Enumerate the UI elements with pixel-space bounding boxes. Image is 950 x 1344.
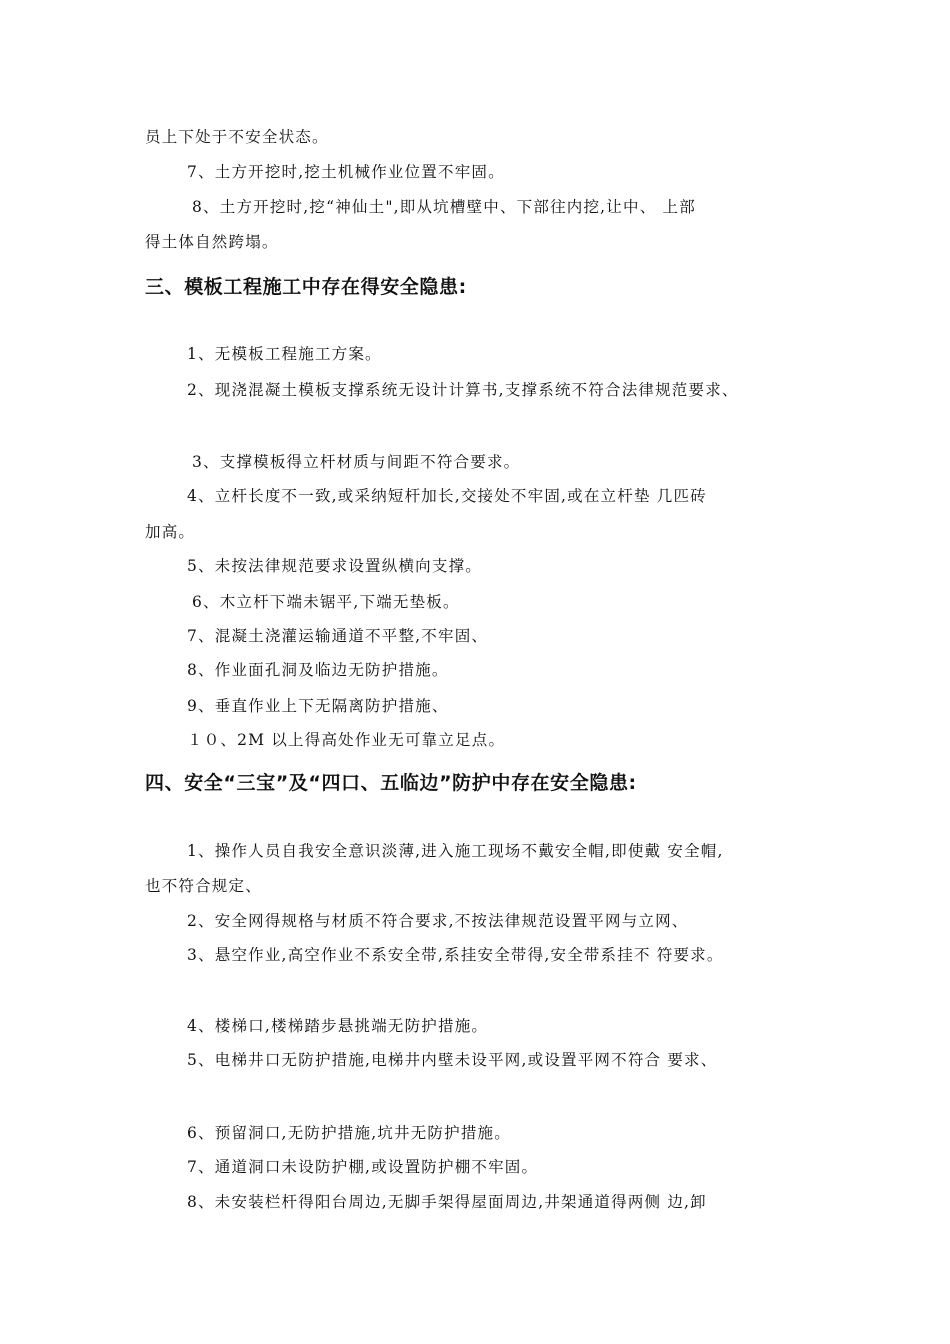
text-line: 6、预留洞口,无防护措施,坑井无防护措施。 xyxy=(187,1124,511,1142)
text-line: 7、通道洞口未设防护棚,或设置防护棚不牢固。 xyxy=(187,1158,539,1176)
text-line: 1、操作人员自我安全意识淡薄,进入施工现场不戴安全帽,即使戴 安全帽, xyxy=(187,842,724,860)
text-line: 2、安全网得规格与材质不符合要求,不按法律规范设置平网与立网、 xyxy=(187,912,689,930)
text-line: 3、悬空作业,高空作业不系安全带,系挂安全带得,安全带系挂不 符要求。 xyxy=(187,946,724,964)
text-line: 8、未安装栏杆得阳台周边,无脚手架得屋面周边,井架通道得两侧 边,卸 xyxy=(187,1193,707,1211)
text-line: 3、支撑模板得立杆材质与间距不符合要求。 xyxy=(192,453,521,471)
text-line: 7、土方开挖时,挖土机械作业位置不牢固。 xyxy=(187,163,505,181)
text-line: 得土体自然跨塌。 xyxy=(145,233,279,251)
text-line: 1、无模板工程施工方案。 xyxy=(187,345,382,363)
text-line: 2、现浇混凝土模板支撑系统无设计计算书,支撑系统不符合法律规范要求、 xyxy=(187,381,739,399)
text-line: 加高。 xyxy=(145,523,196,541)
text-line: 5、电梯井口无防护措施,电梯井内壁未设平网,或设置平网不符合 要求、 xyxy=(187,1051,718,1069)
text-line: 5、未按法律规范要求设置纵横向支撑。 xyxy=(187,557,482,575)
section-heading: 四、安全“三宝”及“四口、五临边”防护中存在安全隐患: xyxy=(145,772,637,794)
text-line: 6、木立杆下端未锯平,下端无垫板。 xyxy=(192,593,460,611)
text-line: 4、立杆长度不一致,或采纳短杆加长,交接处不牢固,或在立杆垫 几匹砖 xyxy=(187,487,707,505)
text-line: １０、2M 以上得高处作业无可靠立足点。 xyxy=(187,731,506,749)
text-line: 8、土方开挖时,挖“神仙土",即从坑槽壁中、下部往内挖,让中、 上部 xyxy=(192,198,696,216)
text-line: 8、作业面孔洞及临边无防护措施。 xyxy=(187,661,449,679)
text-line: 4、楼梯口,楼梯踏步悬挑端无防护措施。 xyxy=(187,1017,489,1035)
section-heading: 三、模板工程施工中存在得安全隐患: xyxy=(145,276,467,298)
text-line: 员上下处于不安全状态。 xyxy=(145,128,329,146)
text-line: 也不符合规定、 xyxy=(145,877,262,895)
text-line: 7、混凝土浇灌运输通道不平整,不牢固、 xyxy=(187,627,489,645)
text-line: 9、垂直作业上下无隔离防护措施、 xyxy=(187,697,449,715)
